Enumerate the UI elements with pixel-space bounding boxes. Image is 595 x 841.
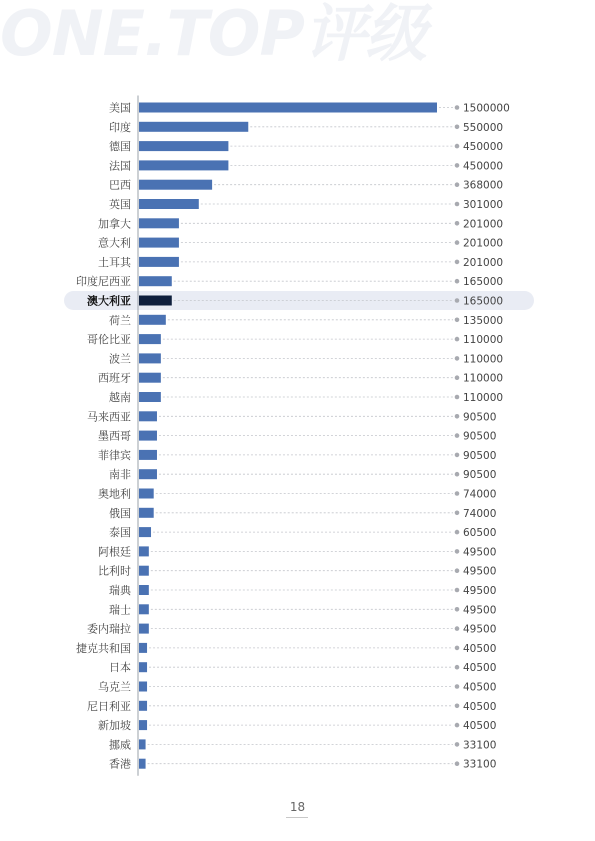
bar [139, 122, 248, 132]
bar [139, 585, 149, 595]
value-dot [455, 568, 460, 573]
value-label: 74000 [463, 488, 497, 501]
value-dot [455, 472, 460, 477]
category-label: 奥地利 [98, 487, 131, 501]
category-label: 香港 [109, 757, 131, 771]
category-label: 西班牙 [98, 371, 131, 385]
value-label: 90500 [463, 449, 497, 462]
brand-watermark: ONE.TOP评级 [0, 0, 426, 70]
value-label: 40500 [463, 681, 497, 694]
bar [139, 662, 147, 672]
value-dot [455, 684, 460, 689]
category-label: 新加坡 [98, 719, 131, 733]
value-label: 90500 [463, 411, 497, 424]
value-dot [455, 240, 460, 245]
value-label: 33100 [463, 758, 497, 771]
category-label: 泰国 [109, 526, 131, 540]
value-dot [455, 761, 460, 766]
value-dot [455, 375, 460, 380]
page-number-rule [286, 817, 308, 818]
category-label: 土耳其 [98, 255, 131, 269]
value-label: 301000 [463, 199, 504, 211]
bar [139, 450, 157, 460]
value-dot [455, 163, 460, 168]
value-dot [455, 125, 460, 130]
value-dot [455, 511, 460, 516]
value-label: 550000 [463, 121, 504, 134]
bar [139, 238, 179, 248]
bar [139, 682, 147, 692]
value-label: 110000 [463, 392, 504, 404]
value-dot [455, 279, 460, 284]
value-dot [455, 742, 460, 747]
category-label: 英国 [109, 198, 131, 211]
category-label: 德国 [109, 140, 131, 154]
bar [139, 180, 212, 190]
category-label: 阿根廷 [98, 545, 131, 559]
bar [139, 141, 228, 151]
category-label: 意大利 [98, 236, 131, 250]
category-label: 印度 [109, 120, 131, 134]
value-dot [455, 144, 460, 149]
bar [139, 257, 179, 267]
value-dot [455, 395, 460, 400]
value-label: 110000 [463, 372, 504, 385]
value-label: 450000 [463, 160, 504, 173]
page-number: 18 [289, 800, 306, 814]
value-label: 201000 [463, 237, 504, 250]
category-label: 菲律宾 [98, 448, 131, 462]
bar [139, 759, 146, 769]
value-dot [455, 356, 460, 361]
value-label: 33100 [463, 739, 497, 752]
value-label: 40500 [463, 662, 497, 675]
category-label: 马来西亚 [87, 410, 131, 424]
bar [139, 276, 172, 286]
bar [139, 720, 147, 730]
bar [139, 392, 161, 402]
category-label: 日本 [109, 661, 131, 675]
category-label: 波兰 [109, 352, 131, 366]
value-label: 450000 [463, 141, 504, 154]
bar [139, 604, 149, 614]
bar [139, 334, 161, 344]
category-label: 瑞士 [109, 603, 131, 617]
value-label: 49500 [463, 565, 497, 578]
value-label: 40500 [463, 642, 497, 655]
category-label: 委内瑞拉 [87, 622, 131, 636]
value-label: 110000 [463, 353, 504, 366]
value-dot [455, 433, 460, 438]
value-label: 49500 [463, 623, 497, 636]
value-label: 165000 [463, 295, 504, 308]
bar [139, 701, 147, 711]
value-label: 90500 [463, 469, 497, 482]
value-dot [455, 607, 460, 612]
bar [139, 624, 149, 634]
bar [139, 296, 172, 306]
category-label: 尼日利亚 [87, 699, 131, 713]
bar [139, 199, 199, 209]
category-label: 瑞典 [109, 584, 131, 597]
value-dot [455, 646, 460, 651]
value-label: 49500 [463, 604, 497, 617]
bar [139, 160, 228, 170]
value-label: 201000 [463, 256, 504, 269]
value-dot [455, 453, 460, 458]
bar [139, 373, 161, 383]
category-label: 比利时 [98, 564, 131, 578]
bar [139, 315, 166, 325]
category-label: 越南 [109, 391, 131, 404]
value-dot [455, 318, 460, 323]
value-label: 60500 [463, 527, 497, 540]
value-label: 40500 [463, 720, 497, 733]
category-label: 墨西哥 [98, 429, 131, 443]
category-label: 捷克共和国 [76, 641, 131, 655]
value-label: 135000 [463, 314, 504, 327]
bar [139, 546, 149, 556]
category-label: 巴西 [109, 178, 131, 192]
value-dot [455, 221, 460, 226]
value-label: 40500 [463, 700, 497, 713]
bar [139, 218, 179, 228]
value-dot [455, 626, 460, 631]
value-dot [455, 298, 460, 303]
value-label: 49500 [463, 585, 497, 597]
bar [139, 566, 149, 576]
value-label: 90500 [463, 430, 497, 443]
category-label: 印度尼西亚 [76, 275, 131, 289]
value-dot [455, 704, 460, 709]
bar [139, 489, 154, 499]
bar [139, 431, 157, 441]
value-label: 110000 [463, 334, 504, 347]
value-dot [455, 105, 460, 110]
bar [139, 103, 437, 113]
bar [139, 469, 157, 479]
bar [139, 411, 157, 421]
value-label: 165000 [463, 276, 504, 289]
value-label: 74000 [463, 507, 497, 520]
bar [139, 353, 161, 363]
value-dot [455, 665, 460, 670]
value-dot [455, 530, 460, 535]
value-label: 368000 [463, 179, 504, 192]
value-dot [455, 491, 460, 496]
category-label: 南非 [109, 468, 131, 482]
value-dot [455, 260, 460, 265]
category-label: 澳大利亚 [87, 294, 131, 308]
category-label: 法国 [109, 159, 131, 173]
value-label: 1500000 [463, 102, 510, 115]
value-dot [455, 182, 460, 187]
category-label: 哥伦比亚 [87, 333, 131, 347]
bar [139, 527, 151, 537]
value-dot [455, 414, 460, 419]
category-label: 荷兰 [109, 313, 131, 327]
category-label: 加拿大 [98, 217, 131, 231]
value-label: 49500 [463, 546, 497, 559]
category-label: 俄国 [109, 506, 131, 520]
bar [139, 643, 147, 653]
category-label: 乌克兰 [98, 680, 131, 694]
value-label: 201000 [463, 218, 504, 231]
bar [139, 739, 146, 749]
value-dot [455, 723, 460, 728]
category-label: 挪威 [109, 738, 131, 752]
value-dot [455, 337, 460, 342]
category-label: 美国 [109, 101, 131, 115]
value-dot [455, 202, 460, 207]
value-dot [455, 549, 460, 554]
value-dot [455, 588, 460, 593]
bar [139, 508, 154, 518]
